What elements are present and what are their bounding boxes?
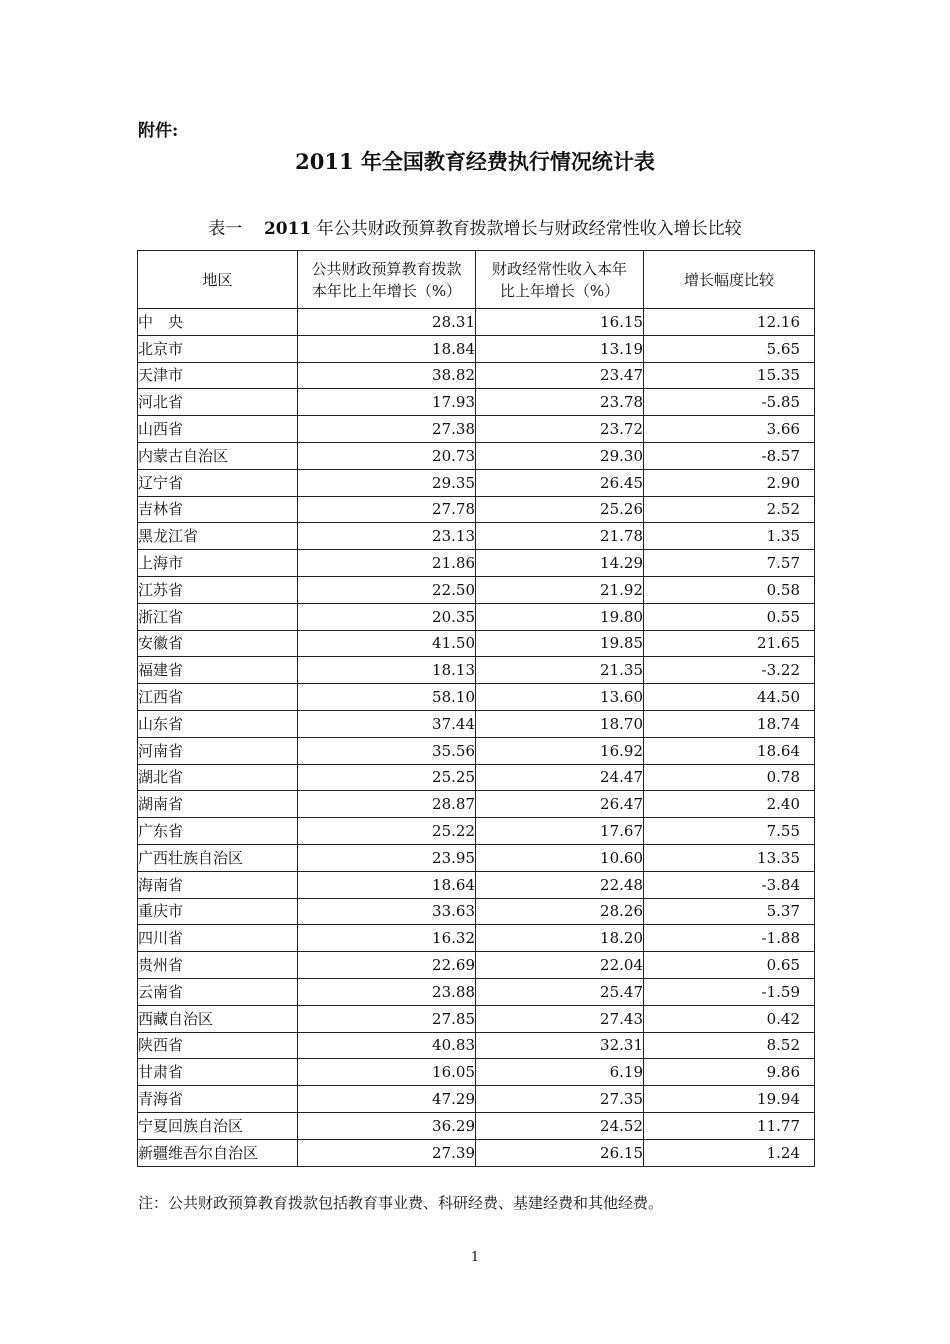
region-cell: 新疆维吾尔自治区 [138,1139,298,1166]
table-row [138,925,815,952]
column-header-label: 公共财政预算教育拨款 本年比上年增长（%） [311,259,462,300]
region-cell: 海南省 [138,871,298,898]
growth-diff-cell: 9.86 [644,1059,815,1086]
edu-growth-cell: 22.69 [298,952,476,979]
revenue-growth-cell: 19.85 [476,630,644,657]
region-cell: 云南省 [138,978,298,1005]
revenue-growth-cell: 13.60 [476,684,644,711]
revenue-growth-cell: 29.30 [476,442,644,469]
growth-diff-cell: 7.57 [644,550,815,577]
revenue-growth-cell: 23.78 [476,389,644,416]
region-cell: 黑龙江省 [138,523,298,550]
table-row [138,764,815,791]
revenue-growth-cell: 24.52 [476,1112,644,1139]
growth-diff-cell: 11.77 [644,1112,815,1139]
revenue-growth-cell: 16.15 [476,309,644,336]
table-row [138,335,815,362]
region-cell: 贵州省 [138,952,298,979]
revenue-growth-cell: 22.48 [476,871,644,898]
revenue-growth-cell: 18.20 [476,925,644,952]
revenue-growth-cell: 27.43 [476,1005,644,1032]
growth-diff-cell: 0.55 [644,603,815,630]
edu-growth-cell: 18.84 [298,335,476,362]
growth-diff-cell: -3.84 [644,871,815,898]
growth-diff-cell: 0.58 [644,576,815,603]
table-row [138,818,815,845]
table-row [138,309,815,336]
region-cell: 四川省 [138,925,298,952]
growth-diff-cell: 1.35 [644,523,815,550]
edu-growth-cell: 23.13 [298,523,476,550]
revenue-growth-cell: 32.31 [476,1032,644,1059]
column-header-label: 地区 [202,270,233,289]
edu-growth-cell: 38.82 [298,362,476,389]
region-cell: 湖南省 [138,791,298,818]
table-row [138,603,815,630]
revenue-growth-cell: 21.92 [476,576,644,603]
table-row [138,1112,815,1139]
revenue-growth-cell: 23.72 [476,416,644,443]
edu-growth-cell: 28.87 [298,791,476,818]
table-row [138,657,815,684]
growth-diff-cell: 3.66 [644,416,815,443]
table-row [138,710,815,737]
region-cell: 重庆市 [138,898,298,925]
revenue-growth-cell: 14.29 [476,550,644,577]
region-cell: 陕西省 [138,1032,298,1059]
growth-diff-cell: 0.42 [644,1005,815,1032]
growth-diff-cell: -5.85 [644,389,815,416]
region-cell: 广东省 [138,818,298,845]
table-row [138,871,815,898]
table-row [138,496,815,523]
table-row [138,952,815,979]
region-cell: 吉林省 [138,496,298,523]
growth-diff-cell: 2.40 [644,791,815,818]
table-row [138,523,815,550]
edu-growth-cell: 40.83 [298,1032,476,1059]
footnote: 注：公共财政预算教育拨款包括教育事业费、科研经费、基建经费和其他经费。 [138,1194,664,1212]
document-title: 2011 年全国教育经费执行情况统计表 [295,149,655,174]
region-cell: 河南省 [138,737,298,764]
table-row [138,1059,815,1086]
edu-growth-cell: 27.85 [298,1005,476,1032]
table-row [138,469,815,496]
edu-growth-cell: 36.29 [298,1112,476,1139]
revenue-growth-cell: 26.47 [476,791,644,818]
table-row [138,630,815,657]
region-cell: 江西省 [138,684,298,711]
growth-diff-cell: 2.90 [644,469,815,496]
revenue-growth-cell: 24.47 [476,764,644,791]
column-header-label: 财政经常性收入本年 比上年增长（%） [491,259,627,300]
edu-growth-cell: 16.32 [298,925,476,952]
growth-diff-cell: 19.94 [644,1086,815,1113]
edu-growth-cell: 23.95 [298,844,476,871]
stats-table [137,250,815,1167]
table-row [138,791,815,818]
table-row [138,362,815,389]
edu-growth-cell: 37.44 [298,710,476,737]
column-header-revenue-growth [476,251,644,309]
column-header-growth-diff [644,251,815,309]
table-title-text: 年公共财政预算教育拨款增长与财政经常性收入增长比较 [311,219,742,239]
edu-growth-cell: 29.35 [298,469,476,496]
growth-diff-cell: 18.64 [644,737,815,764]
region-cell: 安徽省 [138,630,298,657]
edu-growth-cell: 20.73 [298,442,476,469]
table-row [138,1005,815,1032]
table-row [138,1032,815,1059]
edu-growth-cell: 20.35 [298,603,476,630]
growth-diff-cell: -8.57 [644,442,815,469]
region-cell: 西藏自治区 [138,1005,298,1032]
edu-growth-cell: 28.31 [298,309,476,336]
column-header-edu-growth [298,251,476,309]
growth-diff-cell: -1.88 [644,925,815,952]
edu-growth-cell: 18.13 [298,657,476,684]
growth-diff-cell: 5.65 [644,335,815,362]
revenue-growth-cell: 22.04 [476,952,644,979]
revenue-growth-cell: 16.92 [476,737,644,764]
column-header-region [138,251,298,309]
table-header-row [138,251,815,309]
table-row [138,416,815,443]
table-row [138,442,815,469]
growth-diff-cell: 12.16 [644,309,815,336]
edu-growth-cell: 16.05 [298,1059,476,1086]
edu-growth-cell: 47.29 [298,1086,476,1113]
table-row [138,1139,815,1166]
attachment-label: 附件: [138,121,179,141]
edu-growth-cell: 27.39 [298,1139,476,1166]
edu-growth-cell: 17.93 [298,389,476,416]
table-row [138,978,815,1005]
edu-growth-cell: 35.56 [298,737,476,764]
growth-diff-cell: 21.65 [644,630,815,657]
edu-growth-cell: 41.50 [298,630,476,657]
growth-diff-cell: -1.59 [644,978,815,1005]
revenue-growth-cell: 17.67 [476,818,644,845]
table-row [138,1086,815,1113]
page-number: 1 [470,1250,480,1265]
table-row [138,576,815,603]
table-title [0,214,950,239]
revenue-growth-cell: 25.47 [476,978,644,1005]
region-cell: 福建省 [138,657,298,684]
region-cell: 湖北省 [138,764,298,791]
growth-diff-cell: 15.35 [644,362,815,389]
region-cell: 山西省 [138,416,298,443]
table-row [138,737,815,764]
growth-diff-cell: 7.55 [644,818,815,845]
region-cell: 中 央 [138,309,298,336]
column-header-label: 增长幅度比较 [683,270,774,289]
revenue-growth-cell: 28.26 [476,898,644,925]
table-row [138,684,815,711]
revenue-growth-cell: 25.26 [476,496,644,523]
growth-diff-cell: 2.52 [644,496,815,523]
table-title-prefix: 表一 [208,219,243,239]
growth-diff-cell: 0.65 [644,952,815,979]
revenue-growth-cell: 18.70 [476,710,644,737]
revenue-growth-cell: 26.45 [476,469,644,496]
growth-diff-cell: 8.52 [644,1032,815,1059]
revenue-growth-cell: 6.19 [476,1059,644,1086]
revenue-growth-cell: 10.60 [476,844,644,871]
revenue-growth-cell: 21.35 [476,657,644,684]
region-cell: 浙江省 [138,603,298,630]
revenue-growth-cell: 26.15 [476,1139,644,1166]
region-cell: 辽宁省 [138,469,298,496]
revenue-growth-cell: 19.80 [476,603,644,630]
region-cell: 宁夏回族自治区 [138,1112,298,1139]
revenue-growth-cell: 21.78 [476,523,644,550]
edu-growth-cell: 21.86 [298,550,476,577]
growth-diff-cell: 18.74 [644,710,815,737]
revenue-growth-cell: 23.47 [476,362,644,389]
edu-growth-cell: 27.38 [298,416,476,443]
region-cell: 内蒙古自治区 [138,442,298,469]
region-cell: 北京市 [138,335,298,362]
region-cell: 江苏省 [138,576,298,603]
edu-growth-cell: 22.50 [298,576,476,603]
edu-growth-cell: 58.10 [298,684,476,711]
table-body [138,309,815,1167]
region-cell: 青海省 [138,1086,298,1113]
revenue-growth-cell: 27.35 [476,1086,644,1113]
region-cell: 上海市 [138,550,298,577]
growth-diff-cell: -3.22 [644,657,815,684]
region-cell: 河北省 [138,389,298,416]
region-cell: 天津市 [138,362,298,389]
table-row [138,898,815,925]
edu-growth-cell: 25.25 [298,764,476,791]
table-row [138,844,815,871]
edu-growth-cell: 25.22 [298,818,476,845]
edu-growth-cell: 33.63 [298,898,476,925]
growth-diff-cell: 0.78 [644,764,815,791]
edu-growth-cell: 23.88 [298,978,476,1005]
region-cell: 甘肃省 [138,1059,298,1086]
region-cell: 山东省 [138,710,298,737]
growth-diff-cell: 5.37 [644,898,815,925]
growth-diff-cell: 1.24 [644,1139,815,1166]
table-row [138,550,815,577]
growth-diff-cell: 13.35 [644,844,815,871]
region-cell: 广西壮族自治区 [138,844,298,871]
revenue-growth-cell: 13.19 [476,335,644,362]
edu-growth-cell: 18.64 [298,871,476,898]
growth-diff-cell: 44.50 [644,684,815,711]
table-title-year: 2011 [263,219,312,239]
table-row [138,389,815,416]
edu-growth-cell: 27.78 [298,496,476,523]
